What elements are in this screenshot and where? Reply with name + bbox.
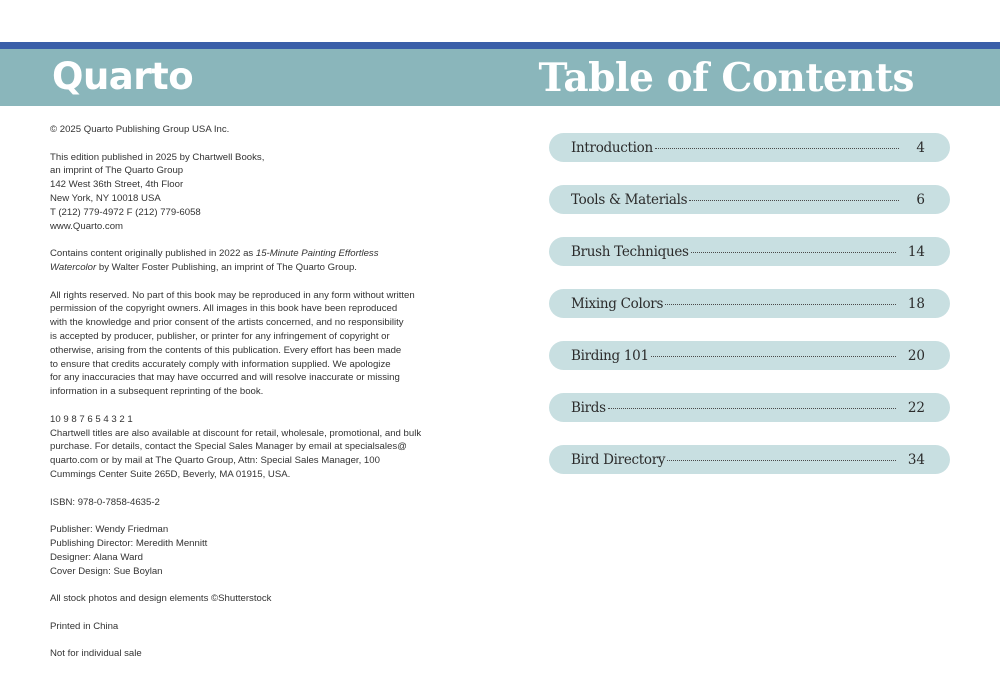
dot-leader <box>689 200 899 201</box>
toc-item-birds[interactable] <box>549 393 950 422</box>
top-accent-stripe <box>0 42 1000 49</box>
edition-line: New York, NY 10018 USA <box>50 192 161 204</box>
printing-numbers: 10 9 8 7 6 5 4 3 2 1 <box>50 413 133 425</box>
rights-block: All rights reserved. No part of this book may be reproduced in any form without written permission of the copyright owners. All images in this book have been reproduced with the knowledge and prior consent of the artists concerned, and no responsibility is accepted by producer, publisher, or printer for any infringement of copyright or otherwise, arising from the contents of this publication. Every effort has been made to ensure that credits accurately comply with information supplied. We apologize for any inaccuracies that may have occurred and will resolve inaccurate or missing information in a subsequent reprinting of the book. <box>50 289 415 398</box>
edition-line: 142 West 36th Street, 4th Floor <box>50 179 184 191</box>
toc-item-label: Birding 101 <box>571 347 649 364</box>
copyright-line: © 2025 Quarto Publishing Group USA Inc. <box>50 124 230 135</box>
dot-leader <box>667 460 896 461</box>
printed-in: Printed in China <box>50 620 119 632</box>
toc-item-label: Brush Techniques <box>571 243 689 260</box>
dot-leader <box>665 304 896 305</box>
page-title: Table of Contents <box>538 55 914 101</box>
toc-item-page: 14 <box>907 243 925 260</box>
toc-item-page: 4 <box>916 139 925 156</box>
toc-item-birding-101[interactable] <box>549 341 950 370</box>
special-sales-block: 10 9 8 7 6 5 4 3 2 1 Chartwell titles are also available at discount for retail, wholesale, promotional, and bulk purchase. For details, contact the Special Sales Manager by email at specialsales@ quarto.com or by mail at The Quarto Group, Attn: Special Sales Manager, 100 Cummings Center Suite 265D, Beverly, MA 01915, USA. <box>50 413 460 482</box>
isbn: ISBN: 978-0-7858-4635-2 <box>50 496 160 508</box>
toc-item-label: Mixing Colors <box>571 295 664 312</box>
dot-leader <box>691 252 896 253</box>
edition-block <box>50 151 460 234</box>
toc-item-page: 6 <box>916 191 925 208</box>
toc-item-page: 20 <box>907 347 925 364</box>
toc-list <box>549 133 950 497</box>
edition-line: an imprint of The Quarto Group <box>50 165 184 177</box>
original-publication-note: Contains content originally published in 2022 as 15-Minute Painting Effortless Watercolor by Walter Foster Publishing, an imprint of The Quarto Group. <box>50 248 379 273</box>
toc-item-page: 18 <box>907 295 925 312</box>
original-title: 15-Minute Painting Effortless <box>255 248 379 260</box>
toc-item-label: Bird Directory <box>571 451 666 468</box>
toc-item-label: Introduction <box>571 139 653 156</box>
toc-item-bird-directory[interactable] <box>549 445 950 474</box>
toc-item-label: Birds <box>571 399 606 416</box>
toc-item-mixing-colors[interactable] <box>549 289 950 318</box>
edition-line: www.Quarto.com <box>50 220 124 232</box>
toc-item-page: 22 <box>907 399 925 416</box>
dot-leader <box>655 148 899 149</box>
toc-item-tools-materials[interactable] <box>549 185 950 214</box>
dot-leader <box>608 408 896 409</box>
dot-leader <box>651 356 896 357</box>
not-for-sale: Not for individual sale <box>50 648 142 660</box>
toc-item-label: Tools & Materials <box>571 191 688 208</box>
toc-item-page: 34 <box>907 451 925 468</box>
edition-line: This edition published in 2025 by Chartwell Books, <box>50 151 265 163</box>
quarto-logo: Quarto <box>52 55 194 98</box>
toc-item-introduction[interactable] <box>549 133 950 162</box>
copyright-page <box>50 123 460 675</box>
credits-block: Publisher: Wendy Friedman Publishing Director: Meredith Mennitt Designer: Alana Ward Cover Design: Sue Boylan <box>50 524 208 577</box>
original-title-cont: Watercolor <box>50 261 97 273</box>
edition-line: T (212) 779-4972 F (212) 779-6058 <box>50 206 201 218</box>
toc-item-brush-techniques[interactable] <box>549 237 950 266</box>
stock-credit: All stock photos and design elements ©Shutterstock <box>50 593 272 605</box>
